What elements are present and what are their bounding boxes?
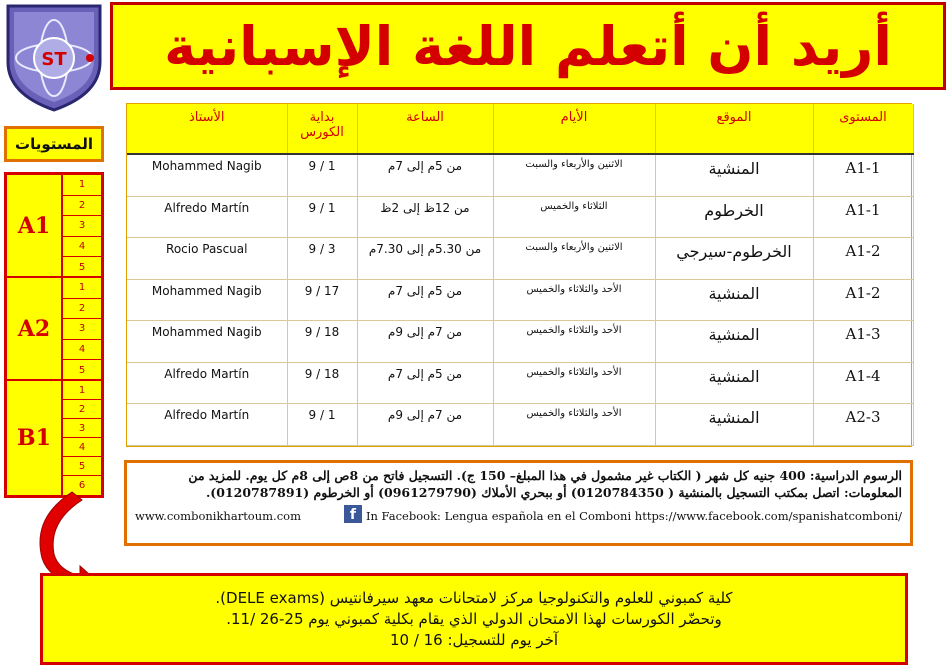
table-header-row <box>127 104 913 154</box>
header-start: بداية الكورس <box>287 104 357 154</box>
cell-start: 1 / 9 <box>287 404 357 446</box>
level-name: B1 <box>7 381 63 495</box>
cell-time: من 5م إلى 7م <box>357 362 493 404</box>
table-row <box>127 238 913 280</box>
level-sub: 5 <box>78 364 86 376</box>
level-group-a1 <box>7 175 101 278</box>
exam-info-box <box>40 573 908 665</box>
level-sub: 2 <box>63 196 101 217</box>
level-sub: 5 <box>63 457 101 476</box>
cell-location: المنشية <box>655 404 813 446</box>
level-sub: 4 <box>63 340 101 361</box>
header-teacher: الأستاذ <box>127 104 287 154</box>
table-row <box>127 321 913 363</box>
level-sub: 4 <box>63 237 101 258</box>
cell-days: الأحد والثلاثاء والخميس <box>493 404 655 446</box>
cell-location: الخرطوم <box>655 196 813 238</box>
level-sub: 3 <box>63 216 101 237</box>
cell-teacher: Alfredo Martín <box>127 404 287 446</box>
cell-days: الأحد والثلاثاء والخميس <box>493 362 655 404</box>
cell-days: الاثنين والأربعاء والسبت <box>493 154 655 196</box>
cell-location: المنشية <box>655 362 813 404</box>
cell-teacher: Alfredo Martín <box>127 362 287 404</box>
level-sub: 2 <box>63 400 101 419</box>
cell-start: 3 / 9 <box>287 238 357 280</box>
contact-text: المعلومات: اتصل بمكتب التسجيل بالمنشية ( 0120784350) أو ببحري الأملاك (0961279790) أو الخرطوم (0120787891). <box>205 485 902 500</box>
logo-text: ST <box>41 49 67 70</box>
level-sub: 1 <box>63 175 101 196</box>
cell-time: من 7م إلى 9م <box>357 404 493 446</box>
header-location: الموقع <box>655 104 813 154</box>
cell-start: 18 / 9 <box>287 321 357 363</box>
fees-text: الرسوم الدراسية: 400 جنيه كل شهر ( الكتاب غير مشمول في هذا المبلغ– 150 ج). التسجيل فاتح من 8ص إلى 8م كل يوم. للمزيد من <box>188 468 902 483</box>
cell-level: A1-4 <box>813 362 913 404</box>
cell-start: 1 / 9 <box>287 196 357 238</box>
cell-level: A1-1 <box>813 196 913 238</box>
title-banner <box>110 2 946 90</box>
facebook-row <box>344 505 902 523</box>
header-time: الساعة <box>357 104 493 154</box>
level-sub: 1 <box>63 381 101 400</box>
schedule-table <box>126 103 912 447</box>
cell-start: 18 / 9 <box>287 362 357 404</box>
cell-location: الخرطوم-سيرجي <box>655 238 813 280</box>
links-row <box>135 505 902 523</box>
cell-time: من 7م إلى 9م <box>357 321 493 363</box>
level-name: A2 <box>7 278 63 379</box>
level-sub: 3 <box>63 319 101 340</box>
cell-time: من 12ظ إلى 2ظ <box>357 196 493 238</box>
cell-start: 1 / 9 <box>287 154 357 196</box>
cell-location: المنشية <box>655 279 813 321</box>
cell-teacher: Mohammed Nagib <box>127 321 287 363</box>
cell-time: من 5.30م إلى 7.30م <box>357 238 493 280</box>
level-sub: 1 <box>63 278 101 299</box>
cell-level: A1-2 <box>813 238 913 280</box>
levels-list <box>4 172 104 498</box>
cell-teacher: Rocio Pascual <box>127 238 287 280</box>
level-sub: 5 <box>78 261 86 273</box>
cell-days: الأحد والثلاثاء والخميس <box>493 279 655 321</box>
cell-teacher: Alfredo Martín <box>127 196 287 238</box>
level-sub: 3 <box>63 419 101 438</box>
cell-teacher: Mohammed Nagib <box>127 279 287 321</box>
table-row <box>127 362 913 404</box>
level-sub: 4 <box>63 438 101 457</box>
facebook-link[interactable]: In Facebook: Lengua española en el Comboni https://www.facebook.com/spanishatcomboni/ <box>365 509 902 523</box>
level-group-a2 <box>7 278 101 381</box>
website-link[interactable]: www.combonikhartoum.com <box>135 509 301 523</box>
cell-location: المنشية <box>655 154 813 196</box>
cell-days: الاثنين والأربعاء والسبت <box>493 238 655 280</box>
facebook-icon[interactable]: f <box>344 505 362 523</box>
exam-line-2: وتحضّر الكورسات لهذا الامتحان الدولي الذي يقام بكلية كمبوني يوم 25-26 /11. <box>226 609 722 628</box>
st-shield-logo <box>2 2 106 114</box>
exam-line-1: كلية كمبوني للعلوم والتكنولوجيا مركز لامتحانات معهد سيرفانتيس (DELE exams). <box>215 588 733 607</box>
cell-level: A1-2 <box>813 279 913 321</box>
exam-line-3: آخر يوم للتسجيل: 16 / 10 <box>389 630 559 649</box>
level-group-b1 <box>7 381 101 495</box>
cell-time: من 5م إلى 7م <box>357 279 493 321</box>
info-box <box>124 460 913 546</box>
cell-level: A1-3 <box>813 321 913 363</box>
cell-days: الثلاثاء والخميس <box>493 196 655 238</box>
cell-level: A2-3 <box>813 404 913 446</box>
cell-days: الأحد والثلاثاء والخميس <box>493 321 655 363</box>
table-row <box>127 154 913 196</box>
levels-header: المستويات <box>4 126 104 162</box>
cell-time: من 5م إلى 7م <box>357 154 493 196</box>
table-row <box>127 404 913 446</box>
header-days: الأيام <box>493 104 655 154</box>
table-row <box>127 279 913 321</box>
cell-start: 17 / 9 <box>287 279 357 321</box>
cell-level: A1-1 <box>813 154 913 196</box>
cell-teacher: Mohammed Nagib <box>127 154 287 196</box>
page-title: أريد أن أتعلم اللغة الإسبانية <box>164 14 892 78</box>
level-sub: 6 <box>78 480 86 491</box>
level-sub: 2 <box>63 299 101 320</box>
cell-location: المنشية <box>655 321 813 363</box>
table-row <box>127 196 913 238</box>
level-name: A1 <box>7 175 63 276</box>
header-level: المستوى <box>813 104 913 154</box>
